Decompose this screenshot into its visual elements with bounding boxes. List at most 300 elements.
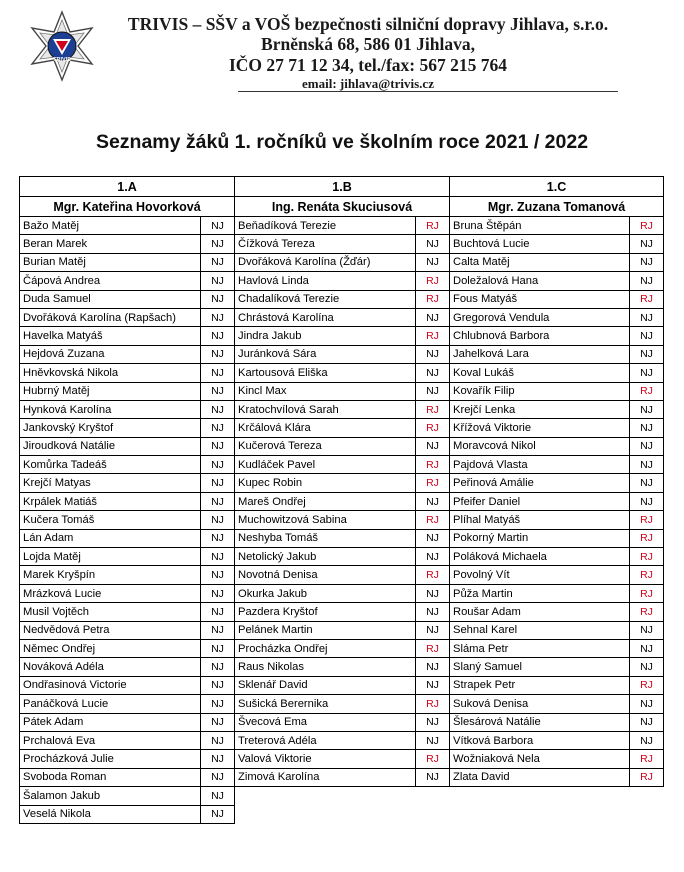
student-language: NJ <box>416 676 450 694</box>
student-name: Novotná Denisa <box>235 566 416 584</box>
student-language: NJ <box>630 639 664 657</box>
student-language: RJ <box>630 290 664 308</box>
student-language: NJ <box>201 272 235 290</box>
student-name: Okurka Jakub <box>235 584 416 602</box>
student-name: Ondřasinová Victorie <box>20 676 201 694</box>
student-language: RJ <box>416 566 450 584</box>
student-name: Bažo Matěj <box>20 217 201 235</box>
student-name: Šlesárová Natálie <box>450 713 630 731</box>
student-language: NJ <box>201 308 235 326</box>
student-row <box>235 768 450 786</box>
student-language: NJ <box>416 603 450 621</box>
class-table-1c <box>449 176 664 787</box>
student-row <box>20 437 235 455</box>
student-language: NJ <box>630 253 664 271</box>
student-language: NJ <box>630 621 664 639</box>
student-language: NJ <box>416 364 450 382</box>
student-row <box>20 345 235 363</box>
student-row <box>235 713 450 731</box>
student-language: RJ <box>630 548 664 566</box>
student-language: NJ <box>201 217 235 235</box>
student-row <box>20 750 235 768</box>
svg-text:TRIVIS: TRIVIS <box>53 57 71 63</box>
student-language: RJ <box>416 750 450 768</box>
student-row <box>235 327 450 345</box>
student-name: Povolný Vít <box>450 566 630 584</box>
student-name: Chrástová Karolína <box>235 308 416 326</box>
student-row <box>20 548 235 566</box>
student-name: Jahelková Lara <box>450 345 630 363</box>
student-row <box>20 492 235 510</box>
student-language: NJ <box>201 382 235 400</box>
student-name: Panáčková Lucie <box>20 695 201 713</box>
student-name: Kučerová Tereza <box>235 437 416 455</box>
student-row <box>20 676 235 694</box>
student-row <box>450 327 664 345</box>
student-row <box>450 382 664 400</box>
student-name: Procházka Ondřej <box>235 639 416 657</box>
student-row <box>20 713 235 731</box>
class-name: 1.C <box>450 177 664 197</box>
student-language: NJ <box>416 382 450 400</box>
student-row <box>450 217 664 235</box>
student-name: Doležalová Hana <box>450 272 630 290</box>
student-name: Hynková Karolína <box>20 400 201 418</box>
student-name: Pelánek Martin <box>235 621 416 639</box>
student-name: Lán Adam <box>20 529 201 547</box>
student-language: RJ <box>630 603 664 621</box>
student-name: Půža Martin <box>450 584 630 602</box>
student-name: Krejčí Matyas <box>20 474 201 492</box>
student-row <box>20 400 235 418</box>
student-name: Neshyba Tomáš <box>235 529 416 547</box>
student-row <box>450 603 664 621</box>
student-language: RJ <box>630 511 664 529</box>
class-name: 1.B <box>235 177 450 197</box>
student-row <box>20 787 235 805</box>
student-row <box>450 731 664 749</box>
student-name: Chlubnová Barbora <box>450 327 630 345</box>
student-row <box>235 364 450 382</box>
student-name: Kovařík Filip <box>450 382 630 400</box>
school-header <box>108 14 628 92</box>
student-language: NJ <box>416 584 450 602</box>
student-name: Hejdová Zuzana <box>20 345 201 363</box>
student-language: NJ <box>201 695 235 713</box>
student-name: Prchalová Eva <box>20 731 201 749</box>
student-language: NJ <box>630 474 664 492</box>
student-language: RJ <box>416 419 450 437</box>
student-row <box>235 492 450 510</box>
student-name: Treterová Adéla <box>235 731 416 749</box>
student-name: Šalamon Jakub <box>20 787 201 805</box>
student-name: Svoboda Roman <box>20 768 201 786</box>
student-language: NJ <box>201 253 235 271</box>
student-language: NJ <box>201 713 235 731</box>
student-row <box>235 566 450 584</box>
student-name: Sklenář David <box>235 676 416 694</box>
student-language: NJ <box>201 511 235 529</box>
student-name: Moravcová Nikol <box>450 437 630 455</box>
student-row <box>20 584 235 602</box>
student-row <box>235 290 450 308</box>
student-row <box>450 529 664 547</box>
student-row <box>450 253 664 271</box>
student-name: Jiroudková Natálie <box>20 437 201 455</box>
student-name: Pokorný Martin <box>450 529 630 547</box>
student-row <box>450 548 664 566</box>
student-name: Wožniaková Nela <box>450 750 630 768</box>
student-row <box>450 566 664 584</box>
student-row <box>450 621 664 639</box>
student-language: RJ <box>416 400 450 418</box>
school-ico-phone: IČO 27 71 12 34, tel./fax: 567 215 764 <box>228 55 508 75</box>
student-language: NJ <box>201 492 235 510</box>
student-language: RJ <box>416 272 450 290</box>
student-language: NJ <box>630 272 664 290</box>
student-language: RJ <box>630 566 664 584</box>
student-row <box>235 345 450 363</box>
student-row <box>20 364 235 382</box>
student-row <box>235 272 450 290</box>
student-name: Peřinová Amálie <box>450 474 630 492</box>
student-row <box>235 253 450 271</box>
student-language: NJ <box>416 731 450 749</box>
student-name: Čížková Tereza <box>235 235 416 253</box>
student-row <box>235 695 450 713</box>
page-title: Seznamy žáků 1. ročníků ve školním roce 2021 / 2022 <box>95 131 589 153</box>
student-language: NJ <box>416 529 450 547</box>
student-row <box>235 217 450 235</box>
student-row <box>235 529 450 547</box>
student-language: RJ <box>416 327 450 345</box>
student-name: Sušická Berernika <box>235 695 416 713</box>
student-row <box>450 400 664 418</box>
student-language: NJ <box>201 400 235 418</box>
student-language: NJ <box>201 621 235 639</box>
student-name: Čápová Andrea <box>20 272 201 290</box>
student-language: NJ <box>201 235 235 253</box>
student-language: NJ <box>630 400 664 418</box>
student-row <box>20 217 235 235</box>
student-row <box>20 731 235 749</box>
student-row <box>450 235 664 253</box>
student-row <box>20 805 235 823</box>
student-language: NJ <box>201 474 235 492</box>
student-language: NJ <box>630 308 664 326</box>
student-name: Muchowitzová Sabina <box>235 511 416 529</box>
student-language: NJ <box>630 437 664 455</box>
student-row <box>235 437 450 455</box>
student-name: Roušar Adam <box>450 603 630 621</box>
student-language: NJ <box>416 768 450 786</box>
student-language: RJ <box>416 511 450 529</box>
student-name: Dvořáková Karolína (Rapšach) <box>20 308 201 326</box>
student-row <box>450 474 664 492</box>
student-name: Veselá Nikola <box>20 805 201 823</box>
student-row <box>235 456 450 474</box>
student-name: Suková Denisa <box>450 695 630 713</box>
student-name: Havlová Linda <box>235 272 416 290</box>
student-language: NJ <box>630 456 664 474</box>
student-language: NJ <box>201 768 235 786</box>
student-row <box>450 456 664 474</box>
student-row <box>20 474 235 492</box>
student-row <box>235 308 450 326</box>
student-language: NJ <box>630 658 664 676</box>
student-name: Hubrný Matěj <box>20 382 201 400</box>
student-language: NJ <box>416 492 450 510</box>
student-row <box>20 253 235 271</box>
student-name: Sehnal Karel <box>450 621 630 639</box>
student-language: NJ <box>201 290 235 308</box>
student-name: Strapek Petr <box>450 676 630 694</box>
student-name: Švecová Ema <box>235 713 416 731</box>
student-row <box>235 382 450 400</box>
student-name: Němec Ondřej <box>20 639 201 657</box>
student-language: RJ <box>416 474 450 492</box>
student-row <box>235 511 450 529</box>
student-language: NJ <box>630 695 664 713</box>
student-name: Nedvědová Petra <box>20 621 201 639</box>
student-name: Netolický Jakub <box>235 548 416 566</box>
student-language: NJ <box>201 603 235 621</box>
student-name: Poláková Michaela <box>450 548 630 566</box>
student-row <box>450 658 664 676</box>
student-language: NJ <box>201 750 235 768</box>
student-language: NJ <box>201 437 235 455</box>
student-name: Havelka Matyáš <box>20 327 201 345</box>
student-language: NJ <box>630 713 664 731</box>
student-name: Fous Matyáš <box>450 290 630 308</box>
student-language: NJ <box>201 456 235 474</box>
header-divider <box>238 91 618 92</box>
student-language: NJ <box>416 437 450 455</box>
student-language: RJ <box>416 456 450 474</box>
student-language: NJ <box>416 713 450 731</box>
student-name: Pazdera Kryštof <box>235 603 416 621</box>
student-language: NJ <box>201 419 235 437</box>
school-name: TRIVIS – SŠV a VOŠ bezpečnosti silniční dopravy Jihlava, s.r.o. <box>127 14 609 34</box>
student-row <box>20 511 235 529</box>
student-name: Juránková Sára <box>235 345 416 363</box>
class-teacher: Ing. Renáta Skuciusová <box>235 197 450 217</box>
student-name: Marek Kryšpín <box>20 566 201 584</box>
student-name: Valová Viktorie <box>235 750 416 768</box>
student-name: Nováková Adéla <box>20 658 201 676</box>
student-row <box>235 731 450 749</box>
student-name: Komůrka Tadeáš <box>20 456 201 474</box>
student-language: RJ <box>630 382 664 400</box>
student-row <box>450 308 664 326</box>
student-row <box>450 584 664 602</box>
student-language: RJ <box>416 217 450 235</box>
student-language: NJ <box>416 235 450 253</box>
student-name: Zlata David <box>450 768 630 786</box>
student-language: NJ <box>201 676 235 694</box>
student-name: Beňadíková Terezie <box>235 217 416 235</box>
student-row <box>20 529 235 547</box>
student-row <box>235 658 450 676</box>
student-row <box>235 750 450 768</box>
student-language: NJ <box>630 235 664 253</box>
student-row <box>20 290 235 308</box>
student-name: Gregorová Vendula <box>450 308 630 326</box>
student-name: Kratochvílová Sarah <box>235 400 416 418</box>
student-language: NJ <box>201 787 235 805</box>
student-row <box>235 474 450 492</box>
student-row <box>450 272 664 290</box>
student-language: NJ <box>201 584 235 602</box>
student-row <box>235 639 450 657</box>
student-name: Procházková Julie <box>20 750 201 768</box>
student-row <box>450 290 664 308</box>
student-language: RJ <box>416 695 450 713</box>
student-language: NJ <box>201 345 235 363</box>
student-name: Křížová Viktorie <box>450 419 630 437</box>
student-row <box>450 364 664 382</box>
student-language: NJ <box>630 345 664 363</box>
student-language: NJ <box>201 566 235 584</box>
student-row <box>235 676 450 694</box>
student-name: Jankovský Kryštof <box>20 419 201 437</box>
student-name: Lojda Matěj <box>20 548 201 566</box>
student-language: NJ <box>201 327 235 345</box>
school-email: email: jihlava@trivis.cz <box>302 76 434 91</box>
student-name: Mrázková Lucie <box>20 584 201 602</box>
student-row <box>20 695 235 713</box>
student-language: RJ <box>416 290 450 308</box>
student-row <box>450 492 664 510</box>
student-row <box>235 584 450 602</box>
class-name: 1.A <box>20 177 235 197</box>
student-language: RJ <box>630 584 664 602</box>
student-language: NJ <box>201 805 235 823</box>
student-language: NJ <box>201 731 235 749</box>
student-language: NJ <box>416 253 450 271</box>
student-language: NJ <box>201 529 235 547</box>
student-name: Kudláček Pavel <box>235 456 416 474</box>
student-row <box>20 327 235 345</box>
student-name: Slaný Samuel <box>450 658 630 676</box>
student-row <box>20 419 235 437</box>
student-name: Mareš Ondřej <box>235 492 416 510</box>
student-language: RJ <box>630 217 664 235</box>
student-name: Pfeifer Daniel <box>450 492 630 510</box>
student-name: Kučera Tomáš <box>20 511 201 529</box>
student-row <box>20 566 235 584</box>
student-name: Bruna Štěpán <box>450 217 630 235</box>
student-row <box>20 603 235 621</box>
student-row <box>20 639 235 657</box>
student-row <box>20 658 235 676</box>
student-row <box>235 400 450 418</box>
student-name: Raus Nikolas <box>235 658 416 676</box>
student-name: Kincl Max <box>235 382 416 400</box>
student-name: Hněvkovská Nikola <box>20 364 201 382</box>
student-row <box>20 235 235 253</box>
student-name: Calta Matěj <box>450 253 630 271</box>
student-row <box>235 548 450 566</box>
student-name: Burian Matěj <box>20 253 201 271</box>
student-language: NJ <box>630 327 664 345</box>
student-row <box>235 621 450 639</box>
student-name: Duda Samuel <box>20 290 201 308</box>
student-name: Sláma Petr <box>450 639 630 657</box>
student-row <box>20 621 235 639</box>
student-language: NJ <box>201 639 235 657</box>
student-language: NJ <box>630 492 664 510</box>
student-row <box>20 382 235 400</box>
student-row <box>450 345 664 363</box>
student-name: Kupec Robin <box>235 474 416 492</box>
student-language: NJ <box>630 419 664 437</box>
class-table-1b <box>234 176 450 787</box>
student-language: RJ <box>630 529 664 547</box>
student-row <box>450 419 664 437</box>
student-row <box>20 308 235 326</box>
student-row <box>450 750 664 768</box>
student-name: Vítková Barbora <box>450 731 630 749</box>
student-name: Pajdová Vlasta <box>450 456 630 474</box>
student-language: NJ <box>416 548 450 566</box>
student-row <box>450 768 664 786</box>
student-name: Buchtová Lucie <box>450 235 630 253</box>
student-name: Dvořáková Karolína (Žďár) <box>235 253 416 271</box>
student-language: NJ <box>201 548 235 566</box>
student-row <box>450 713 664 731</box>
student-row <box>235 419 450 437</box>
student-row <box>450 695 664 713</box>
school-logo <box>26 10 98 82</box>
student-language: RJ <box>630 750 664 768</box>
student-language: NJ <box>416 658 450 676</box>
class-table-1a <box>19 176 235 824</box>
class-teacher: Mgr. Zuzana Tomanová <box>450 197 664 217</box>
student-language: NJ <box>416 345 450 363</box>
student-row <box>450 437 664 455</box>
student-language: RJ <box>630 768 664 786</box>
student-row <box>20 768 235 786</box>
student-name: Pátek Adam <box>20 713 201 731</box>
school-address: Brněnská 68, 586 01 Jihlava, <box>261 34 475 54</box>
student-language: NJ <box>201 364 235 382</box>
student-row <box>235 603 450 621</box>
student-language: RJ <box>630 676 664 694</box>
student-name: Plíhal Matyáš <box>450 511 630 529</box>
student-row <box>450 639 664 657</box>
student-row <box>20 456 235 474</box>
student-language: NJ <box>416 308 450 326</box>
student-name: Zimová Karolína <box>235 768 416 786</box>
student-row <box>20 272 235 290</box>
student-name: Beran Marek <box>20 235 201 253</box>
student-language: NJ <box>416 621 450 639</box>
student-name: Koval Lukáš <box>450 364 630 382</box>
student-language: NJ <box>201 658 235 676</box>
student-row <box>450 676 664 694</box>
student-language: RJ <box>416 639 450 657</box>
student-name: Kartousová Eliška <box>235 364 416 382</box>
student-language: NJ <box>630 364 664 382</box>
student-name: Krpálek Matiáš <box>20 492 201 510</box>
student-name: Musil Vojtěch <box>20 603 201 621</box>
student-row <box>235 235 450 253</box>
student-name: Krčálová Klára <box>235 419 416 437</box>
student-name: Krejčí Lenka <box>450 400 630 418</box>
student-name: Jindra Jakub <box>235 327 416 345</box>
student-language: NJ <box>630 731 664 749</box>
